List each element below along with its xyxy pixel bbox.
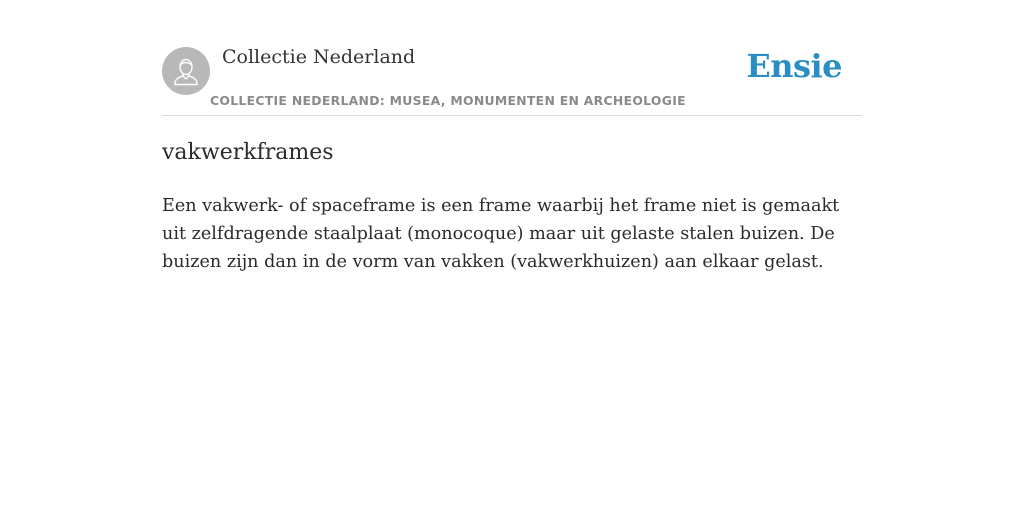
user-icon — [162, 47, 210, 95]
brand-logo[interactable]: Ensie — [746, 47, 842, 85]
author-name[interactable]: Collectie Nederland — [222, 46, 416, 68]
avatar[interactable] — [162, 47, 210, 95]
entry-card — [162, 0, 862, 512]
source-label[interactable]: COLLECTIE NEDERLAND: MUSEA, MONUMENTEN EN ARCHEOLOGIE — [210, 93, 686, 108]
entry-definition: Een vakwerk- of spaceframe is een frame waarbij het frame niet is gemaakt uit zelfdragende staalplaat (monocoque) maar uit gelaste stalen buizen. De buizen zijn dan in de vorm van vakken (vakwerkhuizen) aan elkaar gelast. — [162, 196, 840, 272]
entry-header — [162, 0, 862, 116]
entry-term: vakwerkframes — [162, 140, 334, 165]
